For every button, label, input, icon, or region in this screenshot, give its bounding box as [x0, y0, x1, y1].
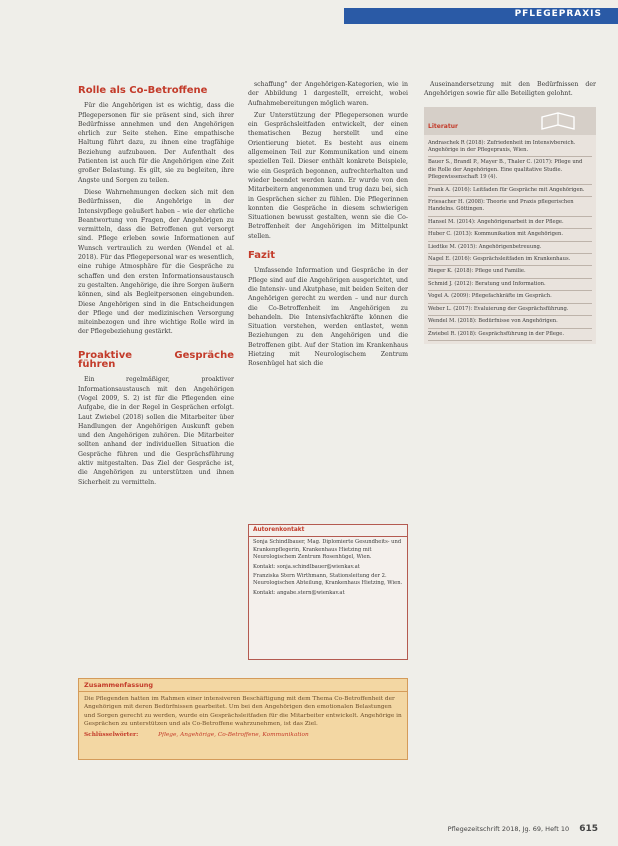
literature-item: Wendel M. (2018): Bedürfnisse von Angehörigen. [428, 316, 592, 328]
col1-paragraph: Ein regelmäßiger, proaktiver Informationsaustausch mit den Angehörigen (Vogel 2009, S. 2) ist für die Pflegenden eine Aufgabe, die in der Regel in Gesprächen erfolgt. Laut Zwiebel (2018) sollen die Mitarbeiter über Handlungen der Angehörigen Auskunft geben und den Angehörigen zuhören. Die Mitarbeiter sollten anhand der individuellen Situation die Gespräche führen und die Gesprächsführung aktiv mitgestalten. Das Ziel der Gespräche ist, die Angehörigen zu unterstützen und ihnen Sicherheit zu vermitteln. [78, 376, 234, 486]
page-footer [448, 824, 598, 834]
col2-paragraph: Umfassende Information und Gespräche in der Pflege sind auf die Angehörigen ausgerichtet, und die Intensiv- und Akutphase, mit beiden Seiten der Angehörigen gerecht zu werden – und nur durch die Co-Betroffenheit im Angehörigen zu behandeln. Die Intensivfachkräfte können die Situation verstehen, werden entlastet, wenn Beziehungen zu den Angehörigen und die Betroffenen gibt. Auf der Station im Krankenhaus Hietzing mit Neurologischem Zentrum Rosenhügel hat sich die [248, 267, 408, 368]
col1-paragraph: Für die Angehörigen ist es wichtig, dass die Pflegepersonen für sie präsent sind, sich ihrer Bedürfnisse annehmen und den Angehörigen ehrlich zur Seite stehen. Eine empathische Haltung führt dazu, zu ihnen eine tragfähige Beziehung aufzubauen. Der Aufenthalt des Patienten ist auch für die Angehörigen eine Zeit großer Belastung. Es gilt, sie zu begleiten, ihre Angste und Sorgen zu teilen. [78, 102, 234, 184]
literature-item: Friesacher H. (2008): Theorie und Praxis pflegerischen Handelns. Göttingen. [428, 197, 592, 217]
section-header: PFLEGEPRAXIS [514, 9, 602, 19]
page-number: 615 [579, 824, 598, 834]
column-2 [248, 80, 408, 372]
literature-item: Weber L. (2017): Evaluierung der Gesprächsführung. [428, 304, 592, 316]
literature-header [424, 107, 596, 135]
literature-item: Andraschek R (2018): Zufriedenheit im Intensivbereich. Angehörige in der Pflegepraxis, Wien. [428, 138, 592, 158]
heading-fazit: Fazit [248, 250, 276, 262]
literature-item: Liedtke M. (2015): Angehörigenbetreuung. [428, 242, 592, 254]
column-3 [424, 80, 596, 344]
heading-rolle: Rolle als Co-Betroffene [78, 85, 208, 96]
literature-item: Vogel A. (2009): Pflegefachkräfte im Gespräch. [428, 291, 592, 303]
col1-paragraph: Diese Wahrnehmungen decken sich mit den Bedürfnissen, die Angehörige in der Intensivpflege geäußert haben – wie der ehrliche Beantwortung von Fragen, der Angehörigen zu vermitteln, dass die Betroffenen gut versorgt sind. Pflege erleben sowie Informationen auf Wunsch vertraulich zu werden (Wendel et al. 2018). Für das Pflegepersonal war es wesentlich, eine ruhige Atmosphäre für die Gespräche zu schaffen und den ersten Informationsaustausch zu gestalten. Angehörige, die ihre Sorgen äußern können, sind als Begleitpersonen eingebunden. Diese Angehörigen sind in die Entscheidungen der Pflege und der medizinischen Versorgung miteinbezogen und ihre wichtige Rolle wird in der Pflegebeziehung gestärkt. [78, 188, 234, 336]
author-entry: Sonja Schindlbauer, Mag. Diplomierte Gesundheits- und Krankenpflegerin, Krankenhaus Hietzing mit Neurologischem Zentrum Rosenhügel, Wien. [253, 539, 402, 561]
literature-item: Zwiebel R. (2018): Gesprächsführung in der Pflege. [428, 329, 592, 341]
literature-item: Rieger K. (2018): Pflege und Familie. [428, 266, 592, 278]
col2-paragraph: schaffung" der Angehörigen-Kategorien, wie in der Abbildung 1 dargestellt, erreicht, wobei Aufnahmebereitungen möglich waren. [248, 81, 408, 107]
literature-item: Hansel M. (2014): Angehörigenarbeit in der Pflege. [428, 217, 592, 229]
book-icon [540, 111, 576, 131]
literature-item: Schmid J. (2012): Beratung und Information. [428, 279, 592, 291]
keywords-row [79, 731, 407, 739]
keywords-label: Schlüsselwörter: [84, 732, 139, 739]
literature-list [424, 135, 596, 344]
col3-intro: Auseinandersetzung mit den Bedürfnissen der Angehörigen sowie für alle Beteiligten gelohnt. [424, 81, 596, 98]
literature-item: Nagel E. (2016): Gesprächsleitfaden im Krankenhaus. [428, 254, 592, 266]
literature-item: Frank A. (2016): Leitfaden für Gespräche mit Angehörigen. [428, 185, 592, 197]
summary-title: Zusammenfassung [79, 679, 407, 692]
heading-proaktive-gespraeche: Proaktive Gespräche führen [78, 349, 234, 371]
col2-paragraph: Zur Unterstützung der Pflegepersonen wurde ein Gesprächsleitfaden entwickelt, der einen thematischen Bezug herstellt und eine Orientierung bietet. Es besteht aus einem allgemeinen Teil zur Kommunikation und einem speziellen Teil. Dieser enthält konkrete Beispiele, wie ein Gespräch begonnen, aufrechterhalten und wieder beendet werden kann. Er wurde von den Mitarbeitern angenommen und trug dazu bei, sich in Gesprächen sicher zu fühlen. Die Pflegerinnen konnten die Gespräche in diesem schwierigen Situationen bewusst gestalten, wenn sie die Co-Betroffenheit der Angehörigen im Mittelpunkt stellen. [248, 111, 408, 240]
literature-item: Huber C. (2013): Kommunikation mit Angehörigen. [428, 229, 592, 241]
author-contact-box [248, 524, 408, 660]
summary-box [78, 678, 408, 760]
summary-body: Die Pflegenden hatten im Rahmen einer intensiveren Beschäftigung mit dem Thema Co-Betroffenheit der Angehörigen mit deren Bedürfnissen gearbeitet. Um bei den Angehörigen den emotionalen Belastungen und Sorgen gerecht zu werden, wurde ein Gesprächsleitfaden für die Mitarbeiter entwickelt. Angehörige in Gesprächen zu unterstützen und als Co-Betroffene wahrzunehmen, ist das Ziel. [84, 696, 402, 727]
keywords-value: Pflege, Angehörige, Co-Betroffene, Kommunikation [158, 732, 309, 739]
author-contact: Kontakt: sonja.schindlbauer@wienkav.at [253, 563, 360, 570]
column-1 [78, 86, 234, 490]
literature-label: Literatur [428, 123, 458, 131]
journal-citation: Pflegezeitschrift 2018, Jg. 69, Heft 10 [447, 825, 570, 833]
author-entry: Franziska Stern Wirthmann, Stationsleitung der 2. Neurologischen Abteilung, Krankenhaus Hietzing, Wien. [253, 573, 403, 587]
literature-item: Bauer S., Brandl P., Mayer B., Thaler C. (2017): Pflege und die Rolle der Angehörigen. Eine qualitative Studie. Pflegewissenschaft 19 (4). [428, 157, 592, 184]
author-contact: Kontakt: angabe.stern@wienkav.at [253, 589, 345, 596]
author-box-title: Autorenkontakt [249, 525, 407, 537]
